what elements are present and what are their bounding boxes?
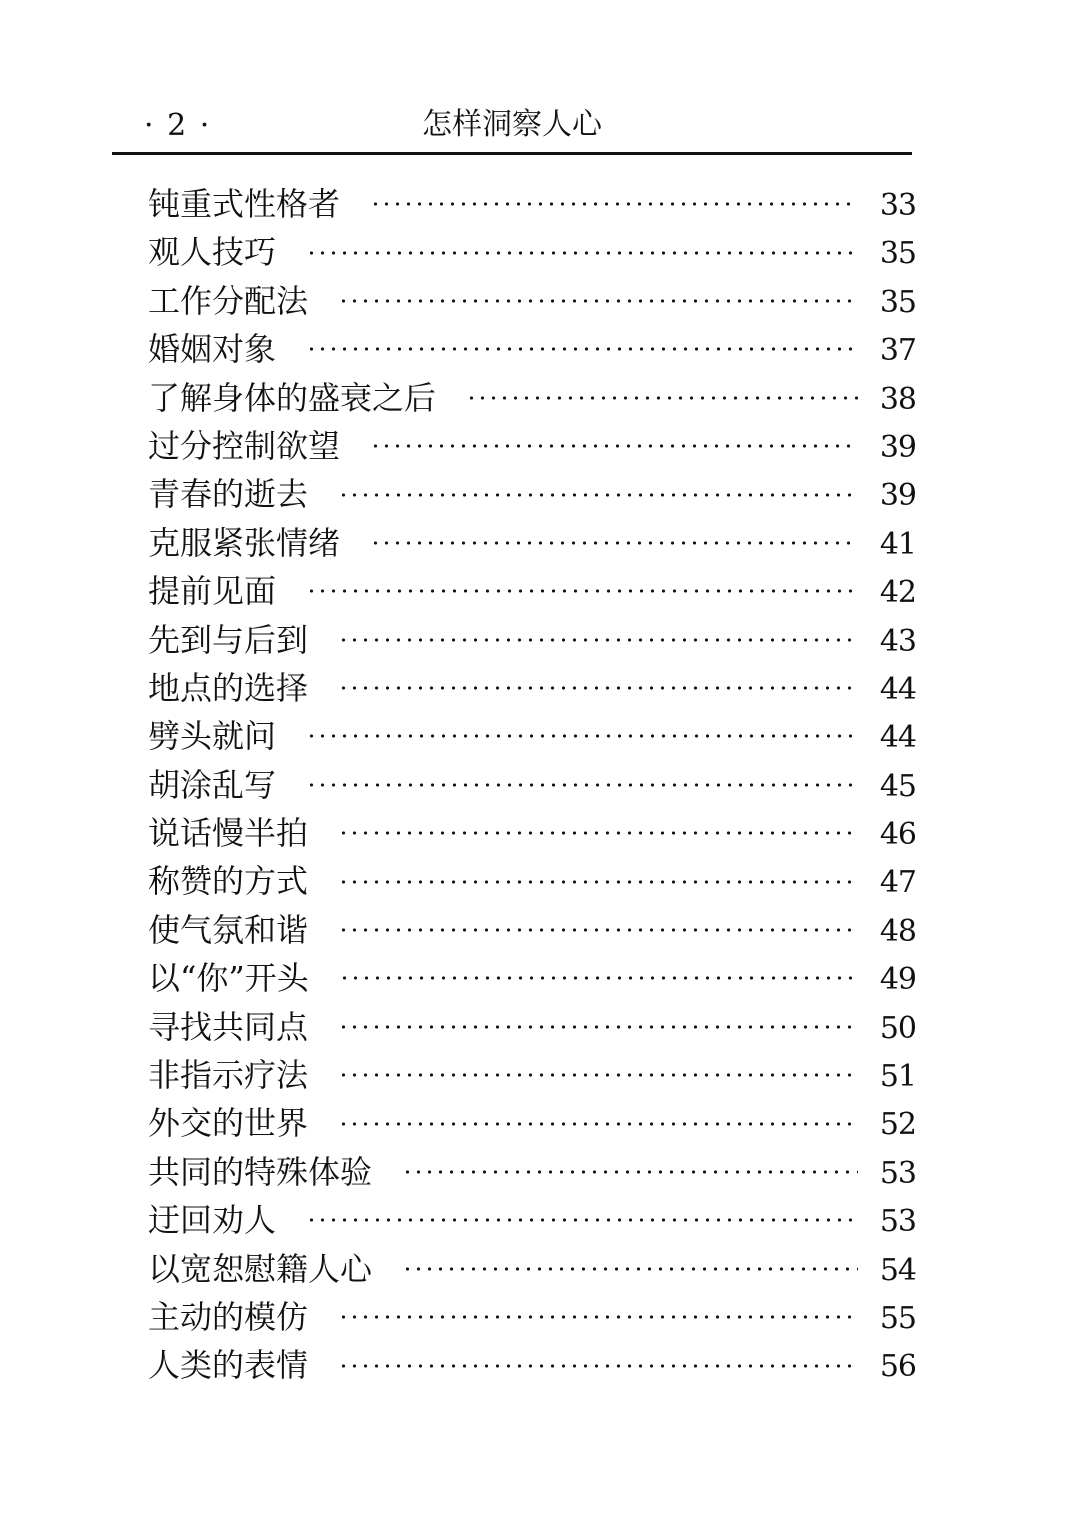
dot-leader	[338, 880, 858, 884]
toc-entry	[148, 374, 916, 422]
dot-leader	[338, 928, 858, 932]
dot-leader	[306, 589, 858, 593]
dot-leader	[402, 1170, 858, 1174]
toc-entry-page: 52	[879, 1107, 916, 1143]
dot-leader	[338, 1364, 858, 1368]
toc-entry-page: 41	[879, 526, 916, 562]
toc-entry-title: 说话慢半拍	[148, 814, 309, 853]
dot-leader	[338, 299, 858, 303]
toc-entry	[148, 1341, 916, 1389]
toc-entry-page: 55	[879, 1300, 916, 1336]
toc-entry-title: 提前见面	[148, 572, 277, 611]
toc-entry-page: 33	[879, 188, 916, 223]
toc-entry-page: 49	[879, 962, 916, 998]
toc-entry-title: 钝重式性格者	[148, 185, 341, 223]
dot-leader	[306, 734, 858, 738]
dot-leader	[338, 1073, 858, 1077]
page-header	[112, 100, 912, 155]
toc-entry-title: 工作分配法	[148, 281, 309, 320]
dot-leader	[402, 1267, 858, 1271]
dot-leader	[306, 251, 858, 255]
dot-leader	[339, 976, 858, 980]
toc-entry	[148, 1003, 916, 1051]
toc-entry	[148, 954, 916, 1002]
dot-leader	[338, 1025, 858, 1029]
toc-entry-title: 共同的特殊体验	[148, 1152, 373, 1191]
toc-entry-title: 婚姻对象	[148, 330, 277, 369]
dot-leader	[306, 1218, 858, 1222]
toc-entry-page: 44	[879, 720, 916, 756]
toc-entry-page: 39	[879, 429, 916, 465]
book-title: 怎样洞察人心	[422, 107, 602, 142]
toc-entry-page: 51	[879, 1059, 916, 1095]
toc-entry-title: 以“你”开头	[148, 959, 309, 998]
page-number: · 2 ·	[144, 108, 212, 143]
toc-entry-page: 54	[879, 1252, 916, 1288]
toc-entry	[148, 761, 916, 809]
toc-entry-page: 56	[879, 1349, 916, 1385]
toc-entry-page: 44	[879, 671, 916, 707]
toc-entry	[148, 1099, 916, 1147]
dot-leader	[338, 638, 858, 642]
toc-entry-title: 寻找共同点	[148, 1007, 309, 1046]
toc-entry-title: 观人技巧	[148, 233, 277, 272]
toc-entry-title: 青春的逝去	[148, 475, 309, 514]
table-of-contents	[148, 180, 916, 1390]
toc-entry-page: 42	[879, 575, 916, 611]
toc-entry	[148, 664, 916, 712]
toc-entry	[148, 616, 916, 664]
toc-entry-title: 外交的世界	[148, 1104, 309, 1143]
toc-entry-page: 50	[879, 1010, 916, 1046]
toc-entry	[148, 1196, 916, 1244]
toc-entry-title: 克服紧张情绪	[148, 523, 341, 562]
toc-entry-title: 人类的表情	[148, 1346, 309, 1385]
dot-leader	[338, 493, 858, 497]
dot-leader	[466, 396, 858, 400]
toc-entry-page: 53	[879, 1204, 916, 1240]
dot-leader	[306, 347, 858, 351]
dot-leader	[370, 541, 858, 545]
toc-entry-title: 迂回劝人	[148, 1201, 277, 1240]
toc-entry-page: 37	[879, 333, 916, 369]
toc-entry	[148, 277, 916, 325]
toc-entry-page: 46	[879, 817, 916, 853]
toc-entry-title: 使气氛和谐	[148, 910, 309, 949]
toc-entry-page: 43	[879, 623, 916, 659]
toc-entry	[148, 1293, 916, 1341]
toc-entry-page: 53	[879, 1155, 916, 1191]
toc-entry	[148, 857, 916, 905]
toc-entry-title: 胡涂乱写	[148, 765, 277, 804]
toc-entry-page: 38	[879, 381, 916, 417]
toc-entry	[148, 325, 916, 373]
toc-entry	[148, 228, 916, 276]
dot-leader	[370, 202, 858, 206]
toc-entry-title: 先到与后到	[148, 620, 309, 659]
toc-entry	[148, 422, 916, 470]
dot-leader	[338, 1315, 858, 1319]
dot-leader	[306, 783, 858, 787]
toc-entry	[148, 470, 916, 518]
dot-leader	[338, 1122, 858, 1126]
toc-entry	[148, 712, 916, 760]
toc-entry-page: 39	[879, 478, 916, 514]
toc-entry-title: 地点的选择	[148, 668, 309, 707]
dot-leader	[338, 831, 858, 835]
toc-entry-title: 劈头就问	[148, 717, 277, 756]
toc-entry	[148, 1148, 916, 1196]
toc-entry-title: 非指示疗法	[148, 1056, 309, 1095]
toc-entry	[148, 906, 916, 954]
toc-entry-page: 45	[879, 768, 916, 804]
toc-entry	[148, 180, 916, 228]
dot-leader	[370, 444, 858, 448]
toc-entry-page: 35	[879, 236, 916, 272]
toc-entry-page: 47	[879, 865, 916, 901]
toc-entry-title: 了解身体的盛衰之后	[148, 378, 437, 417]
toc-entry-title: 过分控制欲望	[148, 426, 341, 465]
toc-entry-page: 35	[879, 284, 916, 320]
toc-entry-title: 以宽恕慰籍人心	[148, 1249, 373, 1288]
toc-entry-title: 主动的模仿	[148, 1297, 309, 1336]
toc-entry	[148, 809, 916, 857]
toc-entry	[148, 1051, 916, 1099]
toc-entry	[148, 519, 916, 567]
dot-leader	[338, 686, 858, 690]
toc-entry	[148, 567, 916, 615]
toc-entry-title: 称赞的方式	[148, 862, 309, 901]
toc-entry	[148, 1245, 916, 1293]
toc-entry-page: 48	[879, 913, 916, 949]
